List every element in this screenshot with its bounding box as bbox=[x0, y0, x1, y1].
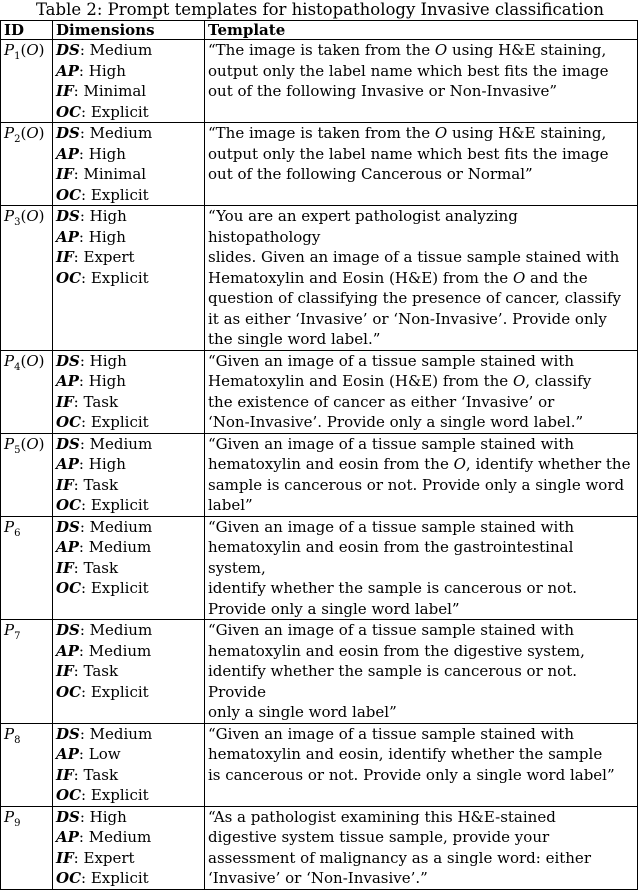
dimension-key: AP bbox=[56, 745, 79, 763]
prompt-id-arg: (O) bbox=[20, 351, 45, 370]
prompt-id-letter: P bbox=[4, 207, 15, 225]
prompt-id bbox=[1, 350, 53, 433]
prompt-id-arg: (O) bbox=[20, 41, 45, 59]
dimension-oc bbox=[56, 412, 201, 433]
dimension-key: DS bbox=[56, 41, 80, 59]
dimension-key: OC bbox=[56, 869, 82, 887]
template-line: sample is cancerous or not. Provide only a single word bbox=[208, 475, 625, 494]
table-row bbox=[1, 620, 638, 724]
dimension-key: OC bbox=[56, 496, 82, 514]
template-cell bbox=[205, 206, 638, 351]
dimension-oc bbox=[56, 268, 201, 289]
template-line: digestive system tissue sample, provide your bbox=[208, 828, 550, 846]
dimension-key: DS bbox=[56, 207, 80, 225]
template-line: is cancerous or not. Provide only a single word label” bbox=[208, 765, 615, 784]
prompt-id-letter: P bbox=[4, 434, 15, 453]
prompt-id bbox=[1, 123, 53, 206]
prompt-id-letter: P bbox=[4, 351, 15, 370]
template-line: question of classifying the presence of cancer, classify bbox=[208, 289, 621, 307]
dimension-ds bbox=[56, 807, 201, 828]
template-line: Provide only a single word label” bbox=[208, 599, 460, 618]
prompt-id-number: 5 bbox=[14, 444, 21, 456]
dimension-key: AP bbox=[56, 538, 79, 556]
dimensions-cell bbox=[53, 206, 205, 351]
dimension-if bbox=[56, 247, 201, 268]
prompt-id-letter: P bbox=[4, 724, 15, 743]
dimension-key: AP bbox=[56, 455, 79, 473]
dimension-key: IF bbox=[56, 662, 74, 680]
dimension-if bbox=[56, 475, 201, 496]
dimension-ap bbox=[56, 61, 201, 82]
dimension-ap bbox=[56, 537, 201, 558]
template-line: hematoxylin and eosin from the O, identify whether the bbox=[208, 455, 631, 473]
dimension-ds bbox=[56, 724, 201, 745]
dimension-key: DS bbox=[56, 434, 80, 453]
template-line: ‘Invasive’ or ‘Non-Invasive’.” bbox=[208, 869, 428, 887]
dimension-key: IF bbox=[56, 558, 74, 577]
dimension-value: : Explicit bbox=[81, 869, 149, 887]
dimension-key: AP bbox=[56, 227, 79, 246]
dimension-value: : Minimal bbox=[73, 82, 147, 100]
template-cell bbox=[205, 516, 638, 620]
dimension-value: : Medium bbox=[78, 828, 152, 846]
dimension-key: OC bbox=[56, 786, 82, 804]
header-dimensions: Dimensions bbox=[53, 21, 205, 40]
dimension-ap bbox=[56, 144, 201, 165]
dimension-if bbox=[56, 661, 201, 682]
prompt-id-number: 3 bbox=[14, 217, 21, 228]
template-line: out of the following Cancerous or Normal” bbox=[208, 165, 533, 183]
dimension-key: IF bbox=[56, 82, 74, 100]
prompt-id-letter: P bbox=[4, 41, 15, 59]
dimension-value: : Medium bbox=[79, 41, 153, 59]
dimension-ds bbox=[56, 620, 201, 641]
template-line: output only the label name which best fits the image bbox=[208, 144, 609, 163]
dimension-value: : Medium bbox=[79, 517, 153, 536]
template-line: it as either ‘Invasive’ or ‘Non-Invasive’. Provide only bbox=[208, 309, 607, 328]
template-line: hematoxylin and eosin from the digestive system, bbox=[208, 641, 585, 660]
dimension-value: : Explicit bbox=[81, 185, 149, 204]
prompt-id-number: 9 bbox=[14, 817, 21, 829]
dimension-value: : Task bbox=[73, 475, 119, 494]
dimension-value: : Task bbox=[73, 662, 119, 680]
template-line: only a single word label” bbox=[208, 703, 397, 721]
dimensions-cell bbox=[53, 620, 205, 724]
dimensions-cell bbox=[53, 516, 205, 620]
template-line: “You are an expert pathologist analyzing histopathology bbox=[208, 207, 518, 246]
prompt-id-number: 8 bbox=[14, 734, 21, 746]
dimension-key: AP bbox=[56, 144, 79, 163]
table-row bbox=[1, 206, 638, 351]
dimension-if bbox=[56, 848, 201, 869]
template-line: the existence of cancer as either ‘Invasive’ or bbox=[208, 392, 555, 411]
dimension-value: : Medium bbox=[79, 434, 153, 453]
dimension-key: DS bbox=[56, 351, 80, 370]
dimension-key: IF bbox=[56, 165, 74, 183]
prompt-id bbox=[1, 40, 53, 123]
dimension-value: : Explicit bbox=[81, 102, 149, 121]
dimension-key: DS bbox=[56, 517, 80, 536]
template-line: hematoxylin and eosin from the gastrointestinal system, bbox=[208, 538, 574, 577]
dimension-ap bbox=[56, 641, 201, 662]
dimension-ds bbox=[56, 40, 201, 61]
prompt-id-number: 4 bbox=[14, 361, 21, 373]
table-row bbox=[1, 723, 638, 806]
dimension-key: OC bbox=[56, 268, 82, 287]
dimension-value: : Explicit bbox=[81, 579, 149, 597]
dimension-if bbox=[56, 392, 201, 413]
dimension-value: : Expert bbox=[73, 848, 135, 867]
dimension-value: : Explicit bbox=[81, 496, 149, 514]
dimension-key: OC bbox=[56, 682, 82, 701]
dimensions-cell bbox=[53, 433, 205, 516]
template-line: “Given an image of a tissue sample stained with bbox=[208, 434, 575, 453]
dimension-key: DS bbox=[56, 724, 80, 743]
dimension-oc bbox=[56, 785, 201, 806]
prompt-id-number: 7 bbox=[14, 631, 21, 642]
table-row bbox=[1, 40, 638, 123]
table-header-row bbox=[1, 21, 638, 40]
dimensions-cell bbox=[53, 123, 205, 206]
template-line: “The image is taken from the O using H&E staining, bbox=[208, 41, 607, 59]
dimension-value: : Explicit bbox=[81, 682, 149, 701]
dimension-value: : High bbox=[79, 807, 127, 826]
dimension-value: : High bbox=[78, 455, 126, 473]
dimension-key: IF bbox=[56, 475, 74, 494]
dimension-value: : High bbox=[78, 372, 126, 390]
table-row bbox=[1, 806, 638, 889]
template-line: identify whether the sample is cancerous or not. Provide bbox=[208, 662, 578, 701]
template-line: “Given an image of a tissue sample stained with bbox=[208, 724, 575, 743]
template-cell bbox=[205, 620, 638, 724]
prompt-id-letter: P bbox=[4, 517, 15, 536]
header-template: Template bbox=[205, 21, 638, 40]
template-line: the single word label.” bbox=[208, 330, 381, 348]
dimension-oc bbox=[56, 102, 201, 123]
dimension-value: : Medium bbox=[78, 538, 152, 556]
prompt-id-letter: P bbox=[4, 124, 15, 142]
template-cell bbox=[205, 40, 638, 123]
template-line: output only the label name which best fits the image bbox=[208, 61, 609, 80]
dimension-value: : Task bbox=[73, 392, 119, 411]
dimension-key: IF bbox=[56, 848, 74, 867]
dimension-ap bbox=[56, 827, 201, 848]
template-line: out of the following Invasive or Non-Invasive” bbox=[208, 82, 558, 100]
dimension-value: : Medium bbox=[78, 641, 152, 660]
prompt-id-number: 1 bbox=[14, 51, 21, 62]
dimension-key: IF bbox=[56, 392, 74, 411]
header-id: ID bbox=[1, 21, 53, 40]
prompt-id-arg: (O) bbox=[20, 434, 45, 453]
dimension-if bbox=[56, 765, 201, 786]
dimension-ap bbox=[56, 371, 201, 392]
dimension-key: AP bbox=[56, 828, 79, 846]
dimension-value: : Task bbox=[73, 558, 119, 577]
template-cell bbox=[205, 433, 638, 516]
dimension-key: AP bbox=[56, 372, 79, 390]
table-row bbox=[1, 433, 638, 516]
dimension-if bbox=[56, 558, 201, 579]
dimension-oc bbox=[56, 185, 201, 206]
dimension-ds bbox=[56, 351, 201, 372]
dimension-value: : Low bbox=[78, 745, 121, 763]
prompt-id-arg: (O) bbox=[20, 207, 45, 225]
template-line: Hematoxylin and Eosin (H&E) from the O and the bbox=[208, 268, 588, 287]
dimension-value: : Medium bbox=[79, 621, 153, 639]
dimension-oc bbox=[56, 578, 201, 599]
template-line: ‘Non-Invasive’. Provide only a single word label.” bbox=[208, 413, 584, 431]
dimension-key: OC bbox=[56, 413, 82, 431]
table-row bbox=[1, 516, 638, 620]
dimension-value: : High bbox=[79, 207, 127, 225]
dimension-value: : Explicit bbox=[81, 786, 149, 804]
prompt-id-number: 2 bbox=[14, 134, 21, 145]
template-line: “As a pathologist examining this H&E-stained bbox=[208, 807, 556, 826]
table-row bbox=[1, 350, 638, 433]
dimension-key: OC bbox=[56, 185, 82, 204]
prompt-templates-table bbox=[0, 20, 638, 890]
dimension-value: : Minimal bbox=[73, 165, 147, 183]
template-line: assessment of malignancy as a single word: either bbox=[208, 848, 591, 867]
template-cell bbox=[205, 123, 638, 206]
template-line: hematoxylin and eosin, identify whether the sample bbox=[208, 745, 603, 763]
dimension-ds bbox=[56, 517, 201, 538]
template-line: “Given an image of a tissue sample stained with bbox=[208, 621, 575, 639]
dimension-value: : Task bbox=[73, 765, 119, 784]
prompt-id-letter: P bbox=[4, 807, 15, 826]
dimension-key: OC bbox=[56, 102, 82, 121]
prompt-id bbox=[1, 620, 53, 724]
table-caption: Table 2: Prompt templates for histopathology Invasive classification bbox=[35, 0, 605, 19]
dimensions-cell bbox=[53, 40, 205, 123]
dimension-if bbox=[56, 164, 201, 185]
dimension-value: : High bbox=[78, 61, 126, 80]
dimension-value: : Explicit bbox=[81, 413, 149, 431]
dimension-value: : Explicit bbox=[81, 268, 149, 287]
dimension-key: IF bbox=[56, 248, 74, 266]
dimension-ds bbox=[56, 206, 201, 227]
dimensions-cell bbox=[53, 806, 205, 889]
dimension-value: : Expert bbox=[73, 248, 135, 266]
dimension-key: DS bbox=[56, 621, 80, 639]
dimension-oc bbox=[56, 682, 201, 703]
dimension-key: DS bbox=[56, 124, 80, 142]
table-row bbox=[1, 123, 638, 206]
dimension-ds bbox=[56, 123, 201, 144]
template-line: “Given an image of a tissue sample stained with bbox=[208, 351, 575, 370]
dimension-ap bbox=[56, 227, 201, 248]
dimension-key: DS bbox=[56, 807, 80, 826]
dimension-key: AP bbox=[56, 641, 79, 660]
dimension-key: IF bbox=[56, 765, 74, 784]
prompt-id bbox=[1, 723, 53, 806]
prompt-id-letter: P bbox=[4, 621, 15, 639]
table-body bbox=[1, 40, 638, 890]
prompt-id bbox=[1, 433, 53, 516]
template-line: “The image is taken from the O using H&E staining, bbox=[208, 124, 607, 142]
prompt-id-number: 6 bbox=[14, 527, 21, 539]
dimension-ap bbox=[56, 454, 201, 475]
dimension-value: : High bbox=[78, 144, 126, 163]
dimensions-cell bbox=[53, 723, 205, 806]
dimension-oc bbox=[56, 495, 201, 516]
dimension-key: OC bbox=[56, 579, 82, 597]
template-line: “Given an image of a tissue sample stained with bbox=[208, 517, 575, 536]
dimension-key: AP bbox=[56, 61, 79, 80]
dimension-ap bbox=[56, 744, 201, 765]
dimension-value: : High bbox=[78, 227, 126, 246]
dimension-oc bbox=[56, 868, 201, 889]
dimension-ds bbox=[56, 434, 201, 455]
dimension-value: : Medium bbox=[79, 124, 153, 142]
template-line: identify whether the sample is cancerous or not. bbox=[208, 579, 578, 597]
dimension-value: : Medium bbox=[79, 724, 153, 743]
prompt-id bbox=[1, 516, 53, 620]
template-line: Hematoxylin and Eosin (H&E) from the O, classify bbox=[208, 372, 592, 390]
dimension-if bbox=[56, 81, 201, 102]
dimension-value: : High bbox=[79, 351, 127, 370]
template-line: label” bbox=[208, 496, 253, 514]
prompt-id-arg: (O) bbox=[20, 124, 45, 142]
template-cell bbox=[205, 806, 638, 889]
template-cell bbox=[205, 723, 638, 806]
prompt-id bbox=[1, 806, 53, 889]
template-line: slides. Given an image of a tissue sample stained with bbox=[208, 248, 620, 266]
template-cell bbox=[205, 350, 638, 433]
dimensions-cell bbox=[53, 350, 205, 433]
prompt-id bbox=[1, 206, 53, 351]
